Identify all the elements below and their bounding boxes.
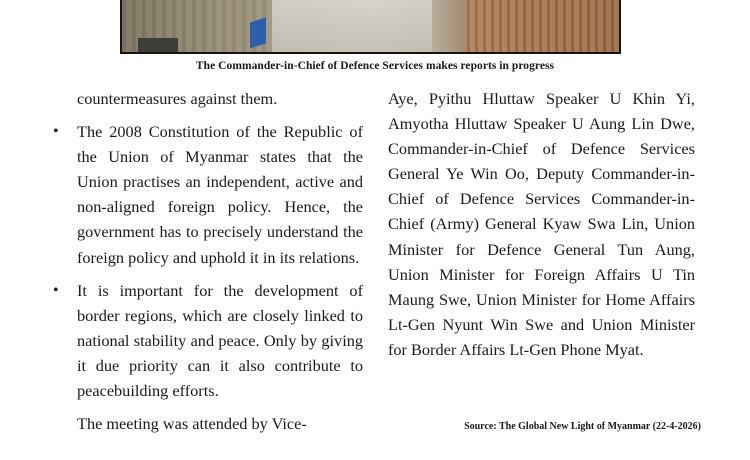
bullet-icon: • bbox=[53, 123, 59, 141]
photo-floor bbox=[272, 0, 432, 54]
closing-paragraph: The meeting was attended by Vice- bbox=[77, 414, 307, 434]
source-credit: Source: The Global New Light of Myanmar (22-4-2026) bbox=[464, 421, 701, 432]
photo-railing bbox=[467, 0, 621, 54]
bullet-icon: • bbox=[53, 281, 59, 299]
photo-desk bbox=[138, 38, 178, 54]
bullet-item bbox=[53, 119, 363, 270]
news-photo bbox=[120, 0, 621, 54]
right-column bbox=[388, 86, 695, 362]
bullet-item bbox=[53, 278, 363, 403]
left-column bbox=[53, 86, 363, 436]
photo-sign bbox=[250, 17, 266, 48]
photo-caption: The Commander-in-Chief of Defence Services makes reports in progress bbox=[195, 60, 555, 72]
bullet-text: It is important for the development of border regions, which are closely linked to national stability and peace. Only by giving it due priority can it also contribute to peacebuilding efforts. bbox=[77, 280, 363, 401]
bullet-text: The 2008 Constitution of the Republic of the Union of Myanmar states that the Union practises an independent, active and non-aligned foreign policy. Hence, the government has to precisely understand the foreign policy and uphold it in its relations. bbox=[77, 122, 363, 267]
continued-paragraph: countermeasures against them. bbox=[77, 89, 278, 108]
attendees-paragraph: Aye, Pyithu Hluttaw Speaker U Khin Yi, Amyotha Hluttaw Speaker U Aung Lin Dwe, Commander-in-Chief of Defence Services General Ye Win Oo, Deputy Commander-in-Chief of Defence Services Commander-in-Chief (Army) General Kyaw Swa Lin, Union Minister for Defence General Tun Aung, Union Minister for Foreign Affairs U Tin Maung Swe, Union Minister for Home Affairs Lt-Gen Nyunt Win Swe and Union Minister for Border Affairs Lt-Gen Phone Myat. bbox=[388, 89, 695, 359]
